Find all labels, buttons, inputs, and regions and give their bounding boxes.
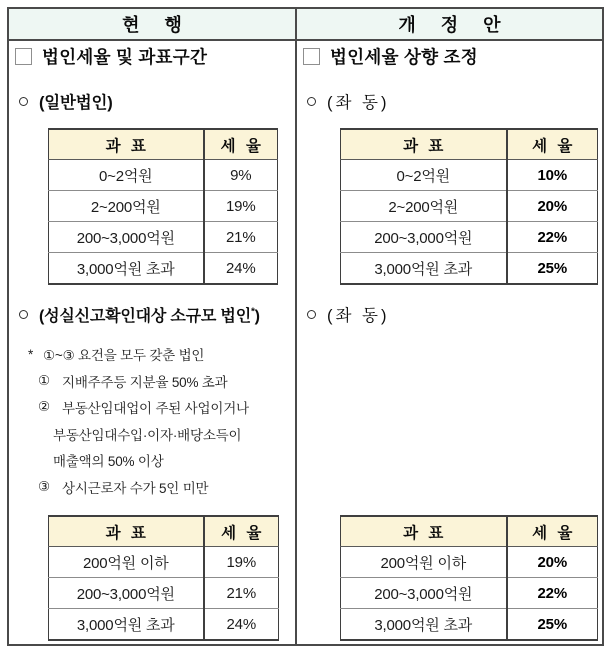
table-row [49, 222, 278, 253]
heading-general-current [19, 89, 113, 113]
tax-base-cell: 200~3,000억원 [341, 222, 507, 253]
heading-small-corp-current [19, 302, 260, 326]
table-row [49, 578, 279, 609]
footnote-line [9, 447, 295, 474]
table-header-row [341, 129, 598, 160]
tax-rate-cell: 20% [537, 553, 567, 571]
table-row [341, 578, 598, 609]
tax-rate-cell: 24% [204, 253, 278, 285]
table-row [341, 160, 598, 191]
title-text-revised: 법인세율 상향 조정 [330, 46, 478, 67]
tax-rate-cell: 25% [507, 609, 598, 641]
tax-base-cell: 200억원 이하 [49, 547, 204, 578]
table-general-revised [340, 128, 598, 285]
tax-rate-cell: 9% [230, 166, 252, 184]
tax-base-cell: 200~3,000억원 [49, 578, 204, 609]
header-current: 현 행 [9, 9, 297, 39]
footnote-line [9, 341, 295, 368]
column-revised [297, 41, 602, 644]
col-header-tax-base: 과 표 [49, 516, 204, 547]
heading-same-as-left-1 [307, 89, 389, 113]
table-row [49, 160, 278, 191]
footnote-text: 상시근로자 수가 5인 미만 [62, 480, 209, 496]
header-revised: 개 정 안 [297, 9, 602, 39]
footnote-line [9, 474, 295, 501]
col-header-tax-base: 과 표 [49, 129, 204, 160]
circle-bullet-icon [307, 97, 316, 106]
tax-rate-cell: 24% [204, 609, 279, 641]
section-title-current [15, 44, 207, 68]
table-general-current [48, 128, 278, 285]
tax-rate-cell: 19% [204, 191, 278, 222]
col-header-tax-rate: 세 율 [507, 516, 598, 547]
tax-rate-cell: 22% [507, 578, 598, 609]
footnote-block [9, 341, 295, 500]
table-row [341, 222, 598, 253]
title-text-current: 법인세율 및 과표구간 [42, 46, 208, 67]
column-current [9, 41, 297, 644]
footnote-text: 부동산임대수입·이자·배당소득이 [53, 427, 242, 443]
tax-rate-cell: 21% [204, 222, 278, 253]
tax-base-cell: 3,000억원 초과 [49, 253, 204, 285]
tax-base-cell: 3,000억원 초과 [49, 609, 204, 641]
tax-rate-cell: 21% [204, 578, 279, 609]
table-row [49, 547, 279, 578]
heading-same-as-left-2 [307, 302, 389, 326]
tax-rate-cell: 10% [537, 166, 567, 184]
footnote-text: ①~③ 요건을 모두 갖춘 법인 [43, 348, 205, 364]
table-row [49, 191, 278, 222]
comparison-box [7, 7, 604, 646]
tax-base-cell: 2~200억원 [49, 191, 204, 222]
footnote-text: 부동산임대업이 주된 사업이거나 [62, 401, 249, 417]
tax-base-cell: 0~2억원 [341, 160, 507, 191]
header-row [9, 9, 602, 41]
tax-base-cell: 3,000억원 초과 [341, 253, 507, 285]
table-row [49, 609, 279, 641]
table-row [341, 253, 598, 285]
circle-bullet-icon [307, 310, 316, 319]
footnote-text: 지배주주등 지분율 50% 초과 [62, 374, 228, 390]
body [9, 41, 602, 644]
col-header-tax-rate: 세 율 [507, 129, 598, 160]
circle-bullet-icon [19, 310, 28, 319]
same-as-left-label: (좌 동) [327, 94, 390, 112]
circled-three-icon: ③ [38, 478, 50, 494]
col-header-tax-rate: 세 율 [204, 129, 278, 160]
section-title-revised [303, 44, 478, 68]
square-bullet-icon [15, 48, 32, 65]
col-header-tax-base: 과 표 [341, 129, 507, 160]
small-corp-label-main: (성실신고확인대상 소규모 법인 [39, 307, 251, 325]
footnote-line [9, 421, 295, 448]
same-as-left-label: (좌 동) [327, 307, 390, 325]
col-header-tax-rate: 세 율 [204, 516, 279, 547]
col-header-tax-base: 과 표 [341, 516, 507, 547]
table-small-corp-revised [340, 515, 598, 641]
table-row [341, 609, 598, 641]
footnote-line [9, 394, 295, 421]
footnote-marker-sup: * [250, 306, 255, 318]
tax-rate-cell: 22% [507, 222, 598, 253]
footnote-bullet: * [28, 346, 34, 362]
circled-one-icon: ① [38, 372, 50, 388]
tax-base-cell: 0~2억원 [49, 160, 204, 191]
circle-bullet-icon [19, 97, 28, 106]
heading-label-general: (일반법인) [39, 94, 113, 112]
tax-base-cell: 200~3,000억원 [341, 578, 507, 609]
tax-base-cell: 200~3,000억원 [49, 222, 204, 253]
tax-rate-cell: 20% [507, 191, 598, 222]
table-row [341, 191, 598, 222]
table-header-row [49, 516, 279, 547]
square-bullet-icon [303, 48, 320, 65]
table-header-row [341, 516, 598, 547]
footnote-text: 매출액의 50% 이상 [53, 454, 164, 470]
table-row [49, 253, 278, 285]
footnote-line [9, 368, 295, 395]
tax-rate-cell: 19% [226, 553, 256, 571]
tax-base-cell: 3,000억원 초과 [341, 609, 507, 641]
tax-rate-cell: 25% [507, 253, 598, 285]
tax-base-cell: 2~200억원 [341, 191, 507, 222]
table-header-row [49, 129, 278, 160]
table-small-corp-current [48, 515, 279, 641]
circled-two-icon: ② [38, 399, 50, 415]
heading-label-small-corp [39, 303, 260, 326]
tax-base-cell: 200억원 이하 [341, 547, 507, 578]
small-corp-label-close: ) [254, 307, 260, 325]
table-row [341, 547, 598, 578]
